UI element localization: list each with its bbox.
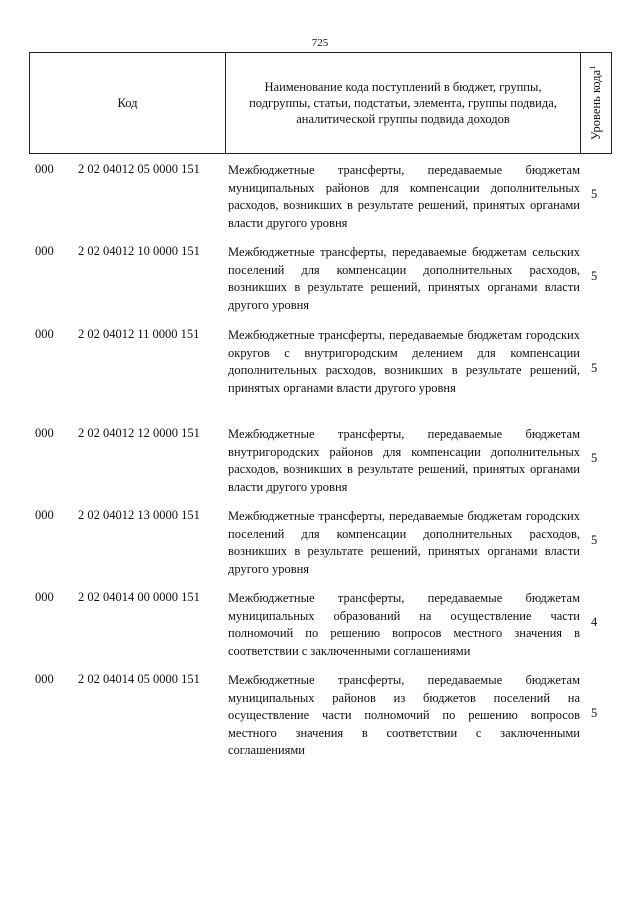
revenue-code: 2 02 04012 11 0000 151 xyxy=(78,327,200,341)
code-level: 5 xyxy=(591,533,598,547)
code-level: 5 xyxy=(591,187,598,201)
table-row xyxy=(29,418,612,500)
header-level-text: Уровень кода xyxy=(589,69,604,141)
revenue-code: 2 02 04012 13 0000 151 xyxy=(78,508,200,522)
revenue-code: 2 02 04014 00 0000 151 xyxy=(78,590,200,604)
revenue-name: Межбюджетные трансферты, передаваемые бюджетам муниципальных образований на осуществление части полномочий по решению вопросов местного значения в соответствии с заключенными соглашениями xyxy=(228,591,580,658)
table-header xyxy=(29,52,612,154)
code-level: 5 xyxy=(591,361,598,375)
code-level: 5 xyxy=(591,706,598,720)
admin-code: 000 xyxy=(35,327,54,341)
table-row xyxy=(29,236,612,319)
admin-code: 000 xyxy=(35,244,54,258)
revenue-name: Межбюджетные трансферты, передаваемые бюджетам муниципальных районов из бюджетов поселений на осуществление части полномочий по решению вопросов местного значения в соответствии с заключенными соглашениями xyxy=(228,673,580,757)
header-level xyxy=(581,53,611,153)
code-level: 4 xyxy=(591,615,598,629)
revenue-name: Межбюджетные трансферты, передаваемые бюджетам городских поселений для компенсации дополнительных расходов, возникших в результате решений, принятых органами власти другого уровня xyxy=(228,509,580,576)
admin-code: 000 xyxy=(35,672,54,686)
code-level: 5 xyxy=(591,451,598,465)
header-level-label xyxy=(588,66,604,140)
page-number: 725 xyxy=(311,37,329,49)
revenue-name: Межбюджетные трансферты, передаваемые бюджетам муниципальных районов для компенсации дополнительных расходов, возникших в результате решений, принятых органами власти другого уровня xyxy=(228,163,580,230)
header-level-footnote: 1 xyxy=(587,65,597,70)
table-row xyxy=(29,154,612,236)
revenue-code: 2 02 04012 12 0000 151 xyxy=(78,426,200,440)
header-name: Наименование кода поступлений в бюджет, группы, подгруппы, статьи, подстатьи, элемента, группы подвида, аналитической группы подвида доходов xyxy=(226,53,581,153)
table-row xyxy=(29,664,612,764)
code-level: 5 xyxy=(591,269,598,283)
admin-code: 000 xyxy=(35,590,54,604)
table-row xyxy=(29,582,612,664)
revenue-code: 2 02 04012 10 0000 151 xyxy=(78,244,200,258)
revenue-code: 2 02 04014 05 0000 151 xyxy=(78,672,200,686)
revenue-name: Межбюджетные трансферты, передаваемые бюджетам внутригородских районов для компенсации дополнительных расходов, возникших в результате решений, принятых органами власти другого уровня xyxy=(228,427,580,494)
revenue-name: Межбюджетные трансферты, передаваемые бюджетам городских округов с внутригородским делением для компенсации дополнительных расходов, возникших в результате решений, принятых органами власти другого уровня xyxy=(228,328,580,395)
revenue-name: Межбюджетные трансферты, передаваемые бюджетам сельских поселений для компенсации дополнительных расходов, возникших в результате решений, принятых органами власти другого уровня xyxy=(228,245,580,312)
table-row xyxy=(29,500,612,582)
table-body xyxy=(29,154,612,764)
revenue-code: 2 02 04012 05 0000 151 xyxy=(78,162,200,176)
table-row xyxy=(29,319,612,418)
header-code: Код xyxy=(30,53,226,153)
admin-code: 000 xyxy=(35,426,54,440)
admin-code: 000 xyxy=(35,162,54,176)
admin-code: 000 xyxy=(35,508,54,522)
